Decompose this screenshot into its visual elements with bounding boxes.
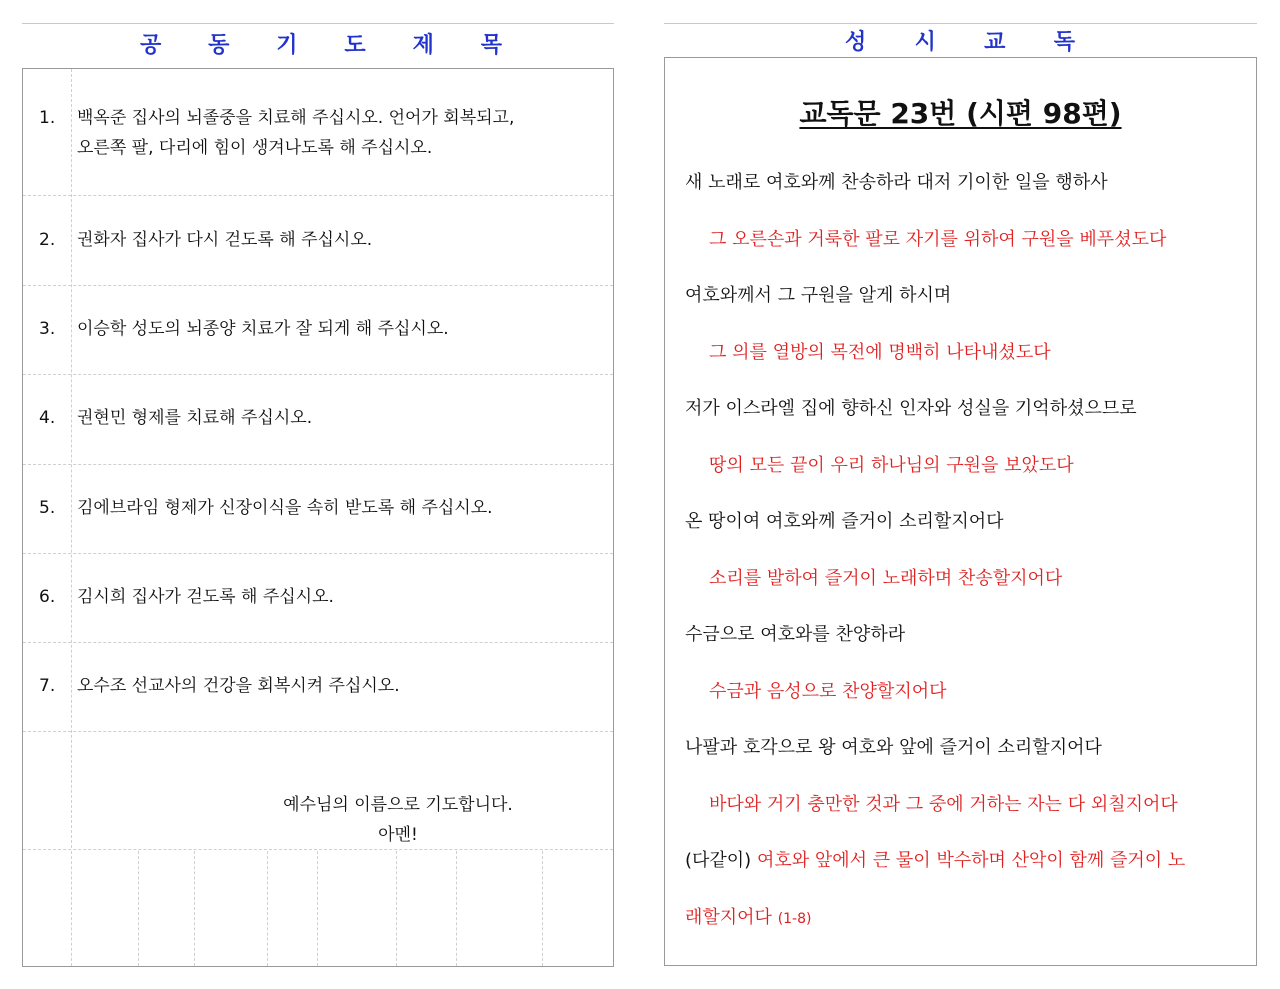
item-number: 4. <box>39 408 56 428</box>
response-line: 그 의를 열방의 목전에 명백히 나타내셨도다 <box>709 342 1051 363</box>
row-divider <box>23 374 613 375</box>
unison-text: 여호와 앞에서 큰 물이 박수하며 산악이 함께 즐거이 노 <box>756 850 1186 871</box>
grid-line <box>456 851 457 966</box>
reading-line: 온 땅이여 여호와께 즐거이 소리할지어다 <box>685 511 1004 532</box>
prayer-list-panel <box>22 68 614 967</box>
grid-line <box>138 851 139 966</box>
row-divider <box>23 195 613 196</box>
item-text: 김시희 집사가 걷도록 해 주십시오. <box>77 587 334 607</box>
item-text: 권화자 집사가 다시 걷도록 해 주십시오. <box>77 230 373 250</box>
left-heading-char: 공 <box>140 33 162 58</box>
right-heading-char: 교 <box>984 30 1006 55</box>
row-divider <box>23 731 613 732</box>
reading-title: 교독문 23번 (시편 98편) <box>799 97 1122 130</box>
left-heading <box>140 28 502 59</box>
row-divider <box>23 553 613 554</box>
reading-line: 여호와께서 그 구원을 알게 하시며 <box>685 285 952 306</box>
item-text: 권현민 형제를 치료해 주십시오. <box>77 408 313 428</box>
grid-line <box>194 851 195 966</box>
right-heading-char: 성 <box>845 30 867 55</box>
left-heading-char: 도 <box>344 33 366 58</box>
item-text: 백옥준 집사의 뇌졸중을 치료해 주십시오. 언어가 회복되고, <box>77 108 515 128</box>
closing-prayer <box>223 790 573 850</box>
reading-line: 수금으로 여호와를 찬양하라 <box>685 624 906 645</box>
amen-line: 아멘! <box>378 825 418 845</box>
reading-line: 나팔과 호각으로 왕 여호와 앞에 즐거이 소리할지어다 <box>685 737 1102 758</box>
unison-line <box>685 903 1246 929</box>
left-heading-char: 기 <box>276 33 298 58</box>
reading-line: 새 노래로 여호와께 찬송하라 대저 기이한 일을 행하사 <box>685 172 1108 193</box>
row-divider <box>23 464 613 465</box>
item-number: 3. <box>39 319 56 339</box>
reading-line: 저가 이스라엘 집에 향하신 인자와 성실을 기억하셨으므로 <box>685 398 1137 419</box>
right-heading-char: 시 <box>914 30 936 55</box>
grid-line <box>542 851 543 966</box>
left-heading-char: 동 <box>208 33 230 58</box>
grid-line <box>317 851 318 966</box>
grid-line <box>71 851 72 966</box>
right-top-rule <box>664 23 1257 24</box>
unison-text: 래할지어다 <box>685 907 772 928</box>
right-heading-char: 독 <box>1053 30 1075 55</box>
item-number: 6. <box>39 587 56 607</box>
item-number: 2. <box>39 230 56 250</box>
item-number: 5. <box>39 498 56 518</box>
item-text: 이승학 성도의 뇌종양 치료가 잘 되게 해 주십시오. <box>77 319 449 339</box>
right-heading <box>845 25 1075 56</box>
grid-line <box>267 851 268 966</box>
item-text: 김에브라임 형제가 신장이식을 속히 받도록 해 주십시오. <box>77 498 493 518</box>
unison-line <box>685 846 1246 872</box>
verse-reference: (1-8) <box>777 911 812 927</box>
item-text: 오른쪽 팔, 다리에 힘이 생겨나도록 해 주십시오. <box>77 138 433 158</box>
response-line: 소리를 발하여 즐거이 노래하며 찬송할지어다 <box>709 568 1063 589</box>
row-divider <box>23 642 613 643</box>
response-line: 그 오른손과 거룩한 팔로 자기를 위하여 구원을 베푸셨도다 <box>709 229 1167 250</box>
unison-label: (다같이) <box>685 850 752 871</box>
item-number: 7. <box>39 676 56 696</box>
closing-line: 예수님의 이름으로 기도합니다. <box>283 795 513 815</box>
response-line: 땅의 모든 끝이 우리 하나님의 구원을 보았도다 <box>709 455 1074 476</box>
left-heading-char: 목 <box>480 33 502 58</box>
item-number: 1. <box>39 108 56 128</box>
left-heading-char: 제 <box>412 33 434 58</box>
response-line: 수금과 음성으로 찬양할지어다 <box>709 681 947 702</box>
row-divider <box>23 285 613 286</box>
grid-line <box>396 851 397 966</box>
responsive-reading-panel <box>664 57 1257 966</box>
response-line: 바다와 거기 충만한 것과 그 중에 거하는 자는 다 외칠지어다 <box>709 794 1178 815</box>
left-top-rule <box>22 23 614 24</box>
item-text: 오수조 선교사의 건강을 회복시켜 주십시오. <box>77 676 400 696</box>
